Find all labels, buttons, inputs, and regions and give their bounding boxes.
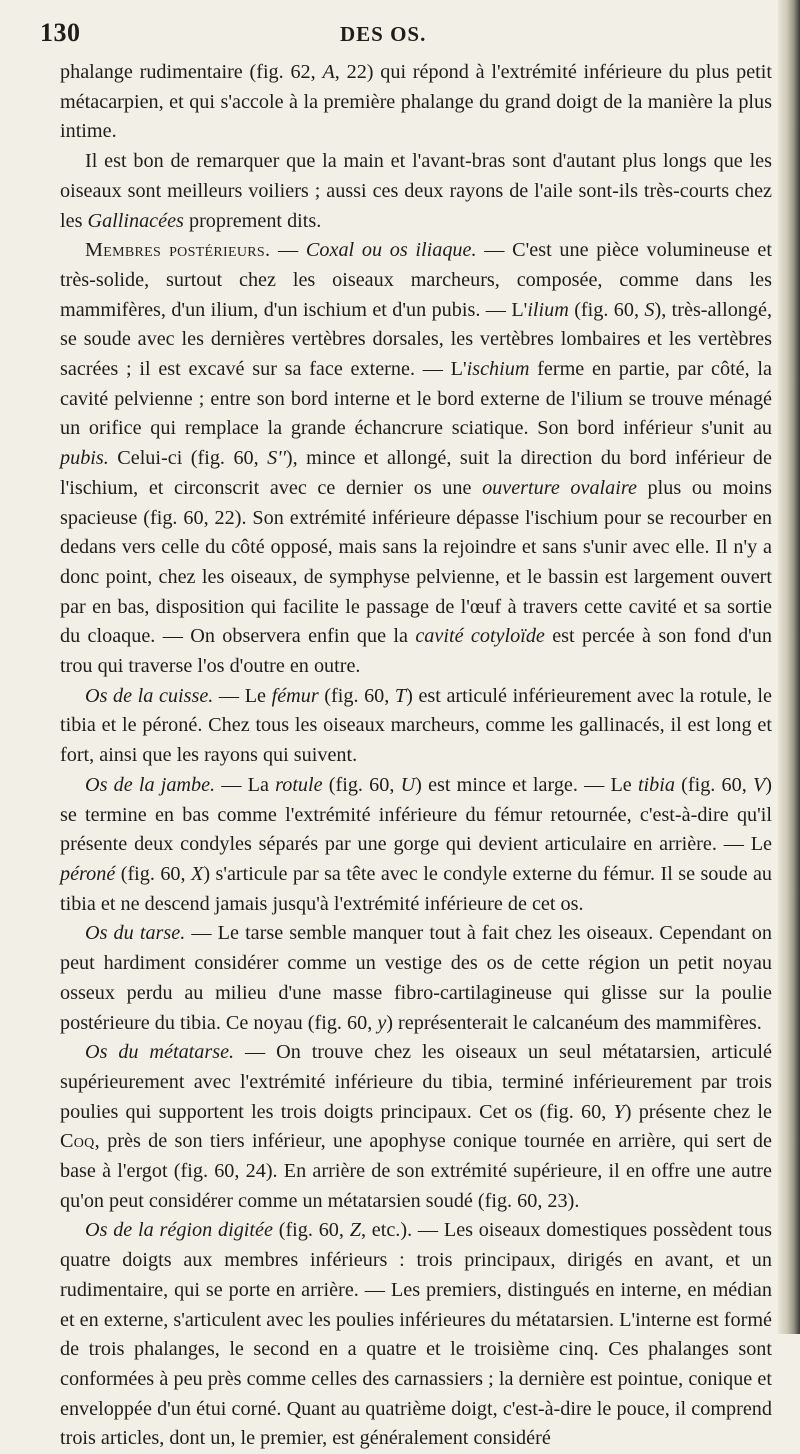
text-run: (fig. 60, [115, 862, 191, 885]
running-title: DES OS. [340, 22, 427, 46]
italic-text: rotule [275, 773, 323, 796]
text-run: est percée à son fond d'un trou qui traverse l'os d'outre en outre. [60, 625, 772, 678]
text-run: (fig. 60, [322, 773, 401, 796]
text-run: — Le tarse semble manquer tout à fait chez les oiseaux. Cependant on peut hardiment considérer comme un vestige des os de cette région un petit noyau osseux perdu au milieu d'une masse fibro-cartilagineuse qui glisse sur la poulie postérieure du tibia. Ce noyau (fig. 60, [60, 922, 772, 1034]
paragraph [60, 236, 772, 682]
italic-text: S [644, 298, 655, 321]
text-run: plus ou moins spacieuse (fig. 60, 22). Son extrémité inférieure dépasse l'ischium pour se recourber en dedans vers celle du côté opposé, mais sans la rejoindre et sans s'unir avec elle. Il n'y a donc point, chez les oiseaux, de symphyse pelvienne, et le bassin est largement ouvert par en bas, disposition qui facilite le passage de l'œuf à travers cette cavité et sa sortie du cloaque. — On observera enfin que la [60, 476, 772, 648]
text-run: — Le [213, 684, 272, 707]
page-number: 130 [40, 18, 81, 47]
text-run: , etc.). — Les oiseaux domestiques possèdent tous quatre doigts aux membres inférieurs : trois principaux, dirigés en avant, et un rudimentaire, qui se porte en arrière. — Les premiers, distingués en interne, en médian et en externe, s'articulent avec les poulies inférieures du métatarsien. L'interne est formé de trois phalanges, le second en a quatre et le troisième cinq. Ces phalanges sont conformées à peu près comme celles des carnassiers ; la dernière est pointue, conique et enveloppée d'un étui corné. Quant au quatrième doigt, c'est-à-dire le pouce, il comprend trois articles, dont un, le premier, est généralement considéré [60, 1219, 772, 1450]
italic-text: péroné [60, 862, 116, 885]
book-page [40, 10, 773, 1454]
text-run: ) présente chez le [624, 1100, 772, 1123]
italic-text: pubis. [60, 447, 109, 470]
text-run: , 22) qui répond à l'extrémité inférieure du plus petit métacarpien, et qui s'accole à la première phalange du grand doigt de la manière la plus intime. [60, 61, 772, 143]
text-run: (fig. 60, [318, 684, 395, 707]
italic-text: ouverture ovalaire [482, 476, 637, 499]
paragraph [60, 1038, 772, 1216]
small-caps-text: Coq, [60, 1130, 100, 1153]
italic-text: Coxal ou os iliaque. [305, 239, 477, 262]
text-run: ) est mince et large. — Le [415, 773, 638, 796]
text-run: — C'est une pièce volumineuse et très-solide, surtout chez les oiseaux marcheurs, composée, comme dans les mammifères, d'un ilium, d'un ischium et d'un pubis. — L' [60, 239, 772, 321]
body-text [60, 58, 772, 1454]
paragraph [60, 771, 772, 920]
text-run: Il est bon de remarquer que la main et l'avant-bras sont d'autant plus longs que les oiseaux sont meilleurs voiliers ; aussi ces deux rayons de l'aile sont-ils très-courts chez les [60, 150, 772, 232]
italic-text: T [394, 684, 407, 707]
text-run: — On trouve chez les oiseaux un seul métatarsien, articulé supérieurement avec l'extrémité inférieure du tibia, terminé inférieurement par trois poulies qui supportent les trois doigts principaux. Cet os (fig. 60, [60, 1041, 772, 1123]
italic-text: Z [349, 1219, 361, 1242]
italic-text: fémur [271, 684, 319, 707]
italic-text: S'' [267, 447, 286, 470]
paragraph [60, 919, 772, 1038]
paragraph [60, 147, 772, 236]
text-run: — La [215, 773, 276, 796]
italic-text: ilium [527, 298, 569, 321]
paragraph [60, 682, 772, 771]
text-run: ), très-allongé, se soude avec les dernières vertèbres dorsales, les vertèbres lombaires et les vertèbres sacrées ; il est excavé sur sa face externe. — L' [60, 298, 772, 381]
text-run: ), mince et allongé, suit la direction du bord inférieur de l'ischium, et circonscrit avec ce dernier os une [60, 447, 772, 499]
italic-text: y [377, 1011, 387, 1034]
text-run: proprement dits. [183, 209, 322, 232]
italic-text: Os de la jambe. [85, 773, 216, 796]
text-run: phalange rudimentaire (fig. 62, [60, 61, 323, 83]
italic-text: Os de la cuisse. [85, 684, 214, 707]
text-run: (fig. 60, [568, 298, 645, 321]
text-run: — [270, 239, 306, 262]
text-run: Celui-ci (fig. 60, [108, 447, 268, 470]
italic-text: Os du tarse. [85, 922, 186, 945]
italic-text: Os du métatarse. [85, 1041, 235, 1064]
italic-text: X [190, 862, 204, 885]
italic-text: Os de la région digitée [85, 1219, 273, 1242]
italic-text: tibia [637, 773, 675, 796]
text-run: ferme en partie, par côté, la cavité pelvienne ; entre son bord interne et le bord externe de l'ilium se trouve ménagé un orifice qui remplace la grande échancrure sciatique. Son bord inférieur s'unit au [60, 358, 772, 440]
italic-text: cavité cotyloïde [415, 625, 545, 648]
italic-text: Y [613, 1100, 625, 1123]
small-caps-text: Membres postérieurs. [85, 239, 271, 262]
italic-text: V [752, 773, 766, 796]
page-edge-shadow [778, 0, 800, 1334]
paragraph [60, 1216, 772, 1454]
page-header [40, 10, 770, 58]
paragraph [60, 58, 772, 147]
text-run: près de son tiers inférieur, une apophyse conique tournée en arrière, qui sert de base à l'ergot (fig. 60, 24). En arrière de son extrémité supérieure, il en offre une autre qu'on peut considérer comme un métatarsien soudé (fig. 60, 23). [60, 1130, 772, 1212]
italic-text: U [400, 773, 416, 796]
text-run: (fig. 60, [674, 773, 753, 796]
text-run: ) s'articule par sa tête avec le condyle externe du fémur. Il se soude au tibia et ne descend jamais jusqu'à l'extrémité inférieure de cet os. [60, 862, 773, 915]
text-run: (fig. 60, [272, 1219, 350, 1242]
italic-text: A [322, 61, 335, 83]
italic-text: Gallinacées [87, 209, 184, 232]
italic-text: ischium [466, 358, 530, 381]
text-run: ) représenterait le calcanéum des mammifères. [386, 1011, 762, 1034]
text-run: ) est articulé inférieurement avec la rotule, le tibia et le péroné. Chez tous les oiseaux marcheurs, comme les gallinacés, il est long et fort, ainsi que les rayons qui suivent. [60, 684, 772, 767]
text-run: ) se termine en bas comme l'extrémité inférieure du fémur retournée, c'est-à-dire qu'il présente deux condyles séparés par une gorge qui devient articulaire en arrière. — Le [60, 773, 773, 856]
